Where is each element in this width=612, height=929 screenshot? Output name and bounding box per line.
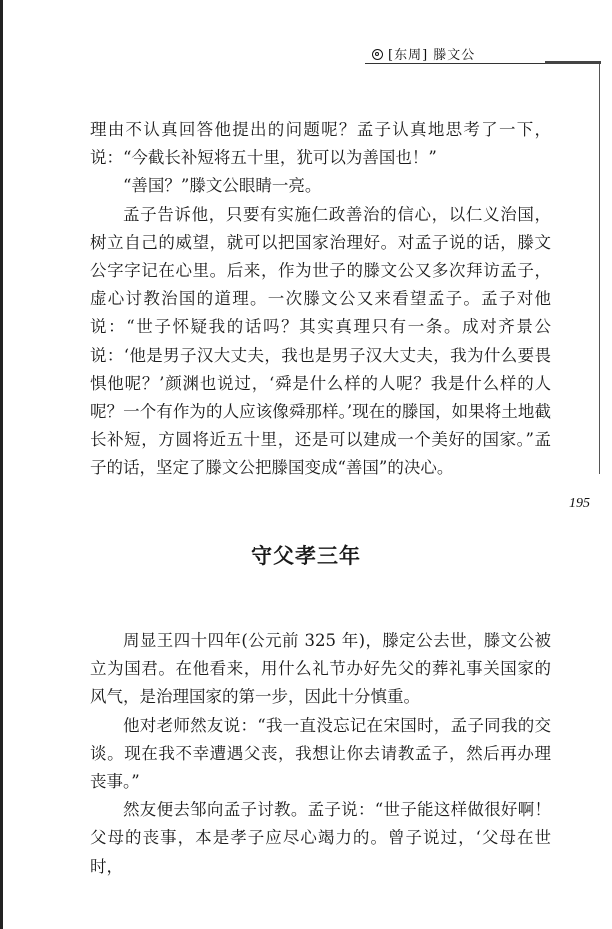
paragraph: 然友便去邹向孟子讨教。孟子说：“世子能这样做很好啊！父母的丧事，本是孝子应尽心竭力的。曾子说过，‘父母在世时， (90, 800, 551, 876)
paragraph: 孟子告诉他，只要有实施仁政善治的信心，以仁义治国，树立自己的威望，就可以把国家治理好。对孟子说的话，滕文公字字记在心里。后来，作为世子的滕文公又多次拜访孟子，虚心讨教治国的道理。一次滕文公又来看望孟子。孟子对他说：“世子怀疑我的话吗？其实真理只有一条。成对齐景公说：‘他是男子汉大丈夫，我也是男子汉大丈夫，我为什么要畏惧他呢？’颜渊也说过，‘舜是什么样的人呢？我是什么样的人呢？一个有作为的人应该像舜那样。’现在的滕国，如果将土地截长补短，方圆将近五十里，还是可以建成一个美好的国家。”孟子的话，坚定了滕文公把滕国变成“善国”的决心。 (90, 204, 551, 478)
header-rule (365, 63, 545, 64)
running-header (372, 44, 475, 63)
page-number: 195 (569, 496, 590, 511)
section-title: 守父孝三年 (251, 544, 361, 568)
top-text-block (90, 116, 551, 483)
paragraph: 他对老师然友说：“我一直没忘记在宋国时，孟子同我的交谈。现在我不幸遭遇父丧，我想让你去请教孟子，然后再办理丧事。” (90, 715, 551, 792)
margin-line (599, 64, 600, 474)
paragraph: “善国？”滕文公眼睛一亮。 (123, 176, 322, 196)
running-header-text: [东周] 滕文公 (388, 48, 476, 63)
header-rule-accent (545, 61, 601, 64)
bottom-text-block (90, 627, 551, 881)
paragraph: 理由不认真回答他提出的问题呢？孟子认真地思考了一下，说：“今截长补短将五十里，犹可以为善国也！” (90, 120, 551, 168)
paragraph: 周显王四十四年(公元前 325 年)，滕定公去世，滕文公被立为国君。在他看来，用什么礼节办好先父的葬礼事关国家的风气，是治理国家的第一步，因此十分慎重。 (90, 631, 551, 707)
circle-ornament-icon (372, 49, 383, 60)
page-left-edge (0, 0, 3, 929)
